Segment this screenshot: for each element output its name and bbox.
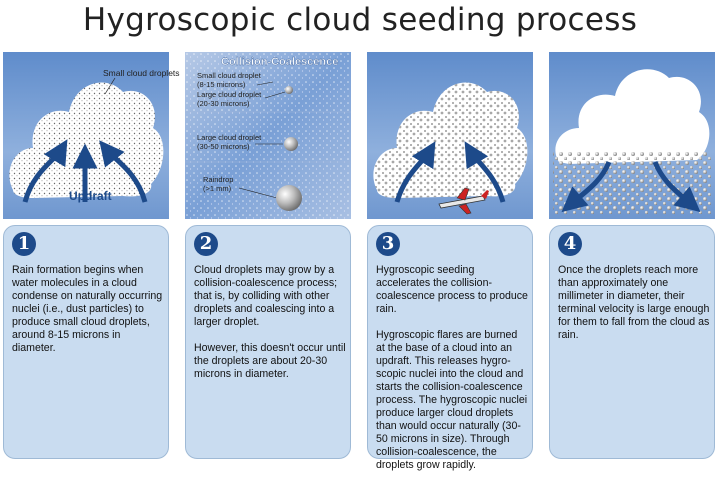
step-3-paragraph-2: Hygroscopic flares are burned at the base of a cloud into an updraft. This releases hygro-scopic nuclei into the cloud and starts the collision-coalescence process. The hygroscopic nuclei produce larger cloud droplets than would occur naturally (30-50 microns in size). Through collision-coalescence, the droplets grow rapidly. bbox=[376, 329, 528, 471]
step-number-badge: 2 bbox=[194, 232, 218, 256]
step-card-4 bbox=[549, 225, 715, 459]
collision-coalescence-heading: Collision-Coalescence bbox=[221, 56, 339, 68]
large-droplet-30-50-label-line2: (30-50 microns) bbox=[197, 142, 250, 151]
raindrop bbox=[276, 185, 302, 211]
large-droplet-20-30-label-line2: (20-30 microns) bbox=[197, 99, 250, 108]
panel-3-illustration bbox=[367, 52, 533, 219]
step-card-2 bbox=[185, 225, 351, 459]
step-4-paragraph-1: Once the droplets reach more than approximately one millimeter in diameter, their terminal velocity is large enough for them to fall from the cloud as rain. bbox=[558, 264, 710, 341]
step-number-badge: 4 bbox=[558, 232, 582, 256]
step-2-paragraph-1: Cloud droplets may grow by a collision-coalescence process; that is, by colliding with other droplets and coalescing into a larger droplet. bbox=[194, 264, 338, 328]
raindrop-label-line2: (>1 mm) bbox=[203, 184, 232, 193]
large-droplet-20-30 bbox=[285, 86, 293, 94]
step-3-paragraph-1: Hygroscopic seeding accelerates the collision-coalescence process to produce rain. bbox=[376, 264, 528, 315]
falling-raindrops bbox=[553, 152, 711, 214]
large-droplet-20-30-label-line1: Large cloud droplet bbox=[197, 90, 262, 99]
large-droplet-30-50-label-line1: Large cloud droplet bbox=[197, 133, 262, 142]
step-card-1 bbox=[3, 225, 169, 459]
step-card-3 bbox=[367, 225, 533, 471]
step-number-badge: 1 bbox=[12, 232, 36, 256]
updraft-label: Updraft bbox=[69, 189, 112, 203]
panel-4-illustration bbox=[549, 52, 715, 219]
step-2-paragraph-2: However, this doesn't occur until the droplets are about 20-30 microns in diameter. bbox=[194, 342, 346, 380]
page-title: Hygroscopic cloud seeding process bbox=[82, 2, 638, 38]
panel-2-illustration bbox=[185, 52, 351, 219]
small-droplet-label-line2: (8-15 microns) bbox=[197, 80, 246, 89]
raindrop-label-line1: Raindrop bbox=[203, 175, 234, 184]
step-number-badge: 3 bbox=[376, 232, 400, 256]
large-droplet-30-50 bbox=[284, 137, 298, 151]
small-droplet-label-line1: Small cloud droplet bbox=[197, 71, 261, 80]
panel-1-illustration bbox=[3, 52, 180, 219]
small-cloud-droplets-label: Small cloud droplets bbox=[103, 68, 180, 78]
step-1-paragraph-1: Rain formation begins when water molecules in a cloud condense on naturally occurring nuclei (i.e., dust particles) to produce small cloud droplets, around 8-15 microns in diameter. bbox=[12, 264, 163, 354]
